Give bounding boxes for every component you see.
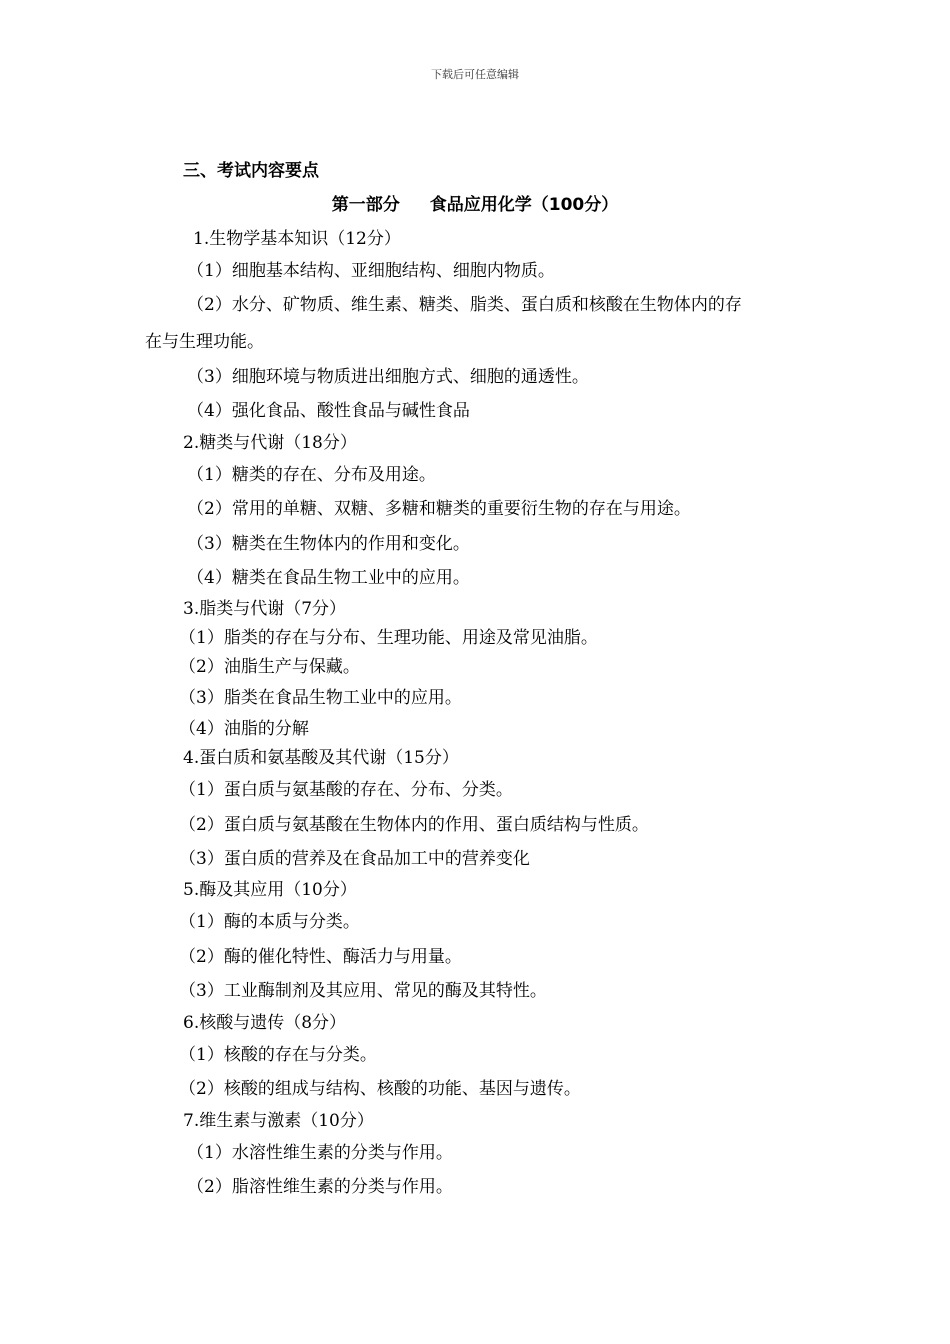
part-label: 第一部分 [331, 195, 400, 215]
list-item-continuation: 在与生理功能。 [145, 332, 264, 352]
list-item: （1）脂类的存在与分布、生理功能、用途及常见油脂。 [179, 628, 598, 648]
list-item: （3）脂类在食品生物工业中的应用。 [179, 688, 462, 708]
header-watermark: 下载后可任意编辑 [431, 68, 519, 81]
topic-heading: 1.生物学基本知识（12分） [193, 229, 401, 249]
list-item: （1）核酸的存在与分类。 [179, 1045, 377, 1065]
list-item: （2）常用的单糖、双糖、多糖和糖类的重要衍生物的存在与用途。 [187, 499, 691, 519]
section-title: 三、考试内容要点 [183, 161, 319, 181]
list-item: （1）蛋白质与氨基酸的存在、分布、分类。 [179, 780, 513, 800]
topic-heading: 2.糖类与代谢（18分） [183, 433, 357, 453]
topic-heading: 4.蛋白质和氨基酸及其代谢（15分） [183, 748, 459, 768]
list-item: （1）水溶性维生素的分类与作用。 [187, 1143, 453, 1163]
list-item: （2）核酸的组成与结构、核酸的功能、基因与遗传。 [179, 1079, 581, 1099]
list-item: （4）糖类在食品生物工业中的应用。 [187, 568, 470, 588]
list-item: （4）油脂的分解 [179, 719, 309, 739]
topic-heading: 7.维生素与激素（10分） [183, 1111, 374, 1131]
list-item: （1）细胞基本结构、亚细胞结构、细胞内物质。 [187, 261, 555, 281]
list-item: （3）细胞环境与物质进出细胞方式、细胞的通透性。 [187, 367, 589, 387]
part-title [0, 195, 950, 215]
list-item: （3）糖类在生物体内的作用和变化。 [187, 534, 470, 554]
list-item: （1）酶的本质与分类。 [179, 912, 360, 932]
topic-heading: 3.脂类与代谢（7分） [183, 599, 347, 619]
part-subject: 食品应用化学（100分） [429, 195, 619, 215]
list-item: （3）蛋白质的营养及在食品加工中的营养变化 [179, 849, 530, 869]
list-item: （2）油脂生产与保藏。 [179, 657, 360, 677]
list-item: （4）强化食品、酸性食品与碱性食品 [187, 401, 470, 421]
topic-heading: 5.酶及其应用（10分） [183, 880, 357, 900]
list-item: （3）工业酶制剂及其应用、常见的酶及其特性。 [179, 981, 547, 1001]
list-item: （2）酶的催化特性、酶活力与用量。 [179, 947, 462, 967]
topic-heading: 6.核酸与遗传（8分） [183, 1013, 347, 1033]
list-item: （2）脂溶性维生素的分类与作用。 [187, 1177, 453, 1197]
list-item: （1）糖类的存在、分布及用途。 [187, 465, 436, 485]
list-item: （2）水分、矿物质、维生素、糖类、脂类、蛋白质和核酸在生物体内的存 [187, 295, 742, 315]
list-item: （2）蛋白质与氨基酸在生物体内的作用、蛋白质结构与性质。 [179, 815, 649, 835]
